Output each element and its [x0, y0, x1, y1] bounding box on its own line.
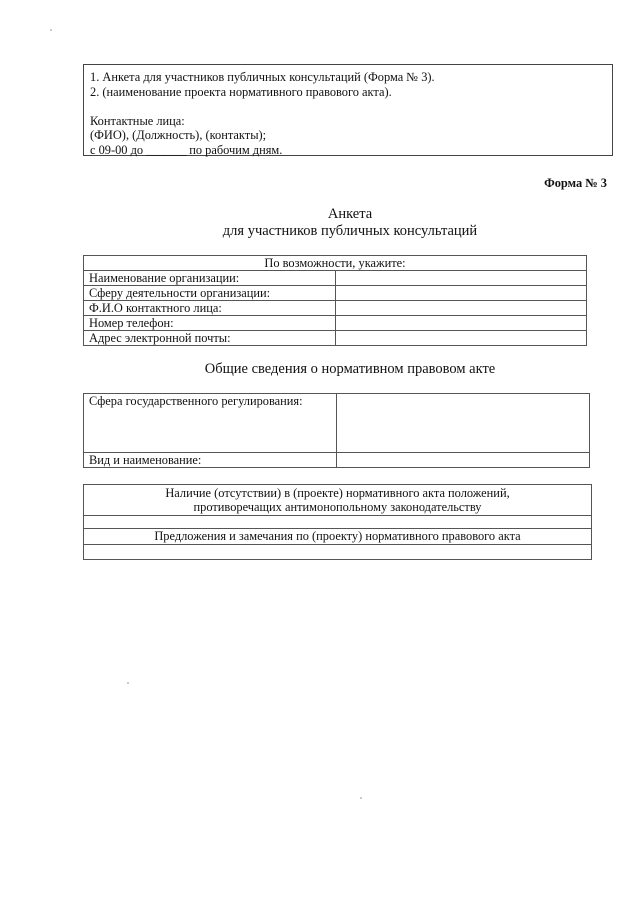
phone-field[interactable]	[336, 316, 587, 331]
email-field[interactable]	[336, 331, 587, 346]
antimonopoly-answer-field[interactable]	[84, 516, 592, 529]
contact-info-table	[83, 255, 587, 346]
contact-table-header: По возможности, укажите:	[84, 256, 587, 271]
info-spacer	[90, 100, 606, 114]
scan-speck	[360, 797, 362, 799]
hours-blank: _______	[146, 143, 187, 158]
questionnaire-subtitle: для участников публичных консультаций	[222, 223, 478, 239]
form-number-label: Форма № 3	[544, 176, 607, 190]
email-label: Адрес электронной почты:	[84, 331, 336, 346]
questionnaire-title: Анкета	[327, 206, 373, 222]
project-info-box	[83, 64, 613, 156]
regulation-sphere-label: Сфера государственного регулирования:	[84, 394, 337, 453]
contacts-line: (ФИО), (Должность), (контакты);	[90, 128, 267, 143]
org-activity-label: Сферу деятельности организации:	[84, 286, 336, 301]
act-type-field[interactable]	[337, 453, 590, 468]
working-hours-line	[90, 143, 606, 158]
contact-person-label: Ф.И.О контактного лица:	[84, 301, 336, 316]
scan-speck	[50, 29, 52, 31]
questions-table	[83, 484, 592, 560]
act-info-table	[83, 393, 590, 468]
org-name-field[interactable]	[336, 271, 587, 286]
hours-suffix: по рабочим дням.	[189, 143, 283, 158]
regulation-sphere-field[interactable]	[337, 394, 590, 453]
info-line-2: 2. (наименование проекта нормативного правового акта).	[90, 84, 392, 99]
proposals-answer-field[interactable]	[84, 545, 592, 560]
info-line-1: 1. Анкета для участников публичных консультаций (Форма № 3).	[90, 70, 435, 84]
proposals-question: Предложения и замечания по (проекту) нормативного правового акта	[84, 529, 592, 545]
scan-speck	[127, 682, 129, 684]
phone-label: Номер телефон:	[84, 316, 336, 331]
antimonopoly-question: Наличие (отсутствии) в (проекте) нормативного акта положений, противоречащих антимонопольному законодательству	[84, 485, 592, 516]
hours-prefix: с 09-00 до	[90, 143, 144, 158]
org-name-label: Наименование организации:	[84, 271, 336, 286]
contacts-heading: Контактные лица:	[90, 113, 185, 128]
contact-person-field[interactable]	[336, 301, 587, 316]
act-type-label: Вид и наименование:	[84, 453, 337, 468]
org-activity-field[interactable]	[336, 286, 587, 301]
section-title: Общие сведения о нормативном правовом акте	[204, 361, 496, 377]
